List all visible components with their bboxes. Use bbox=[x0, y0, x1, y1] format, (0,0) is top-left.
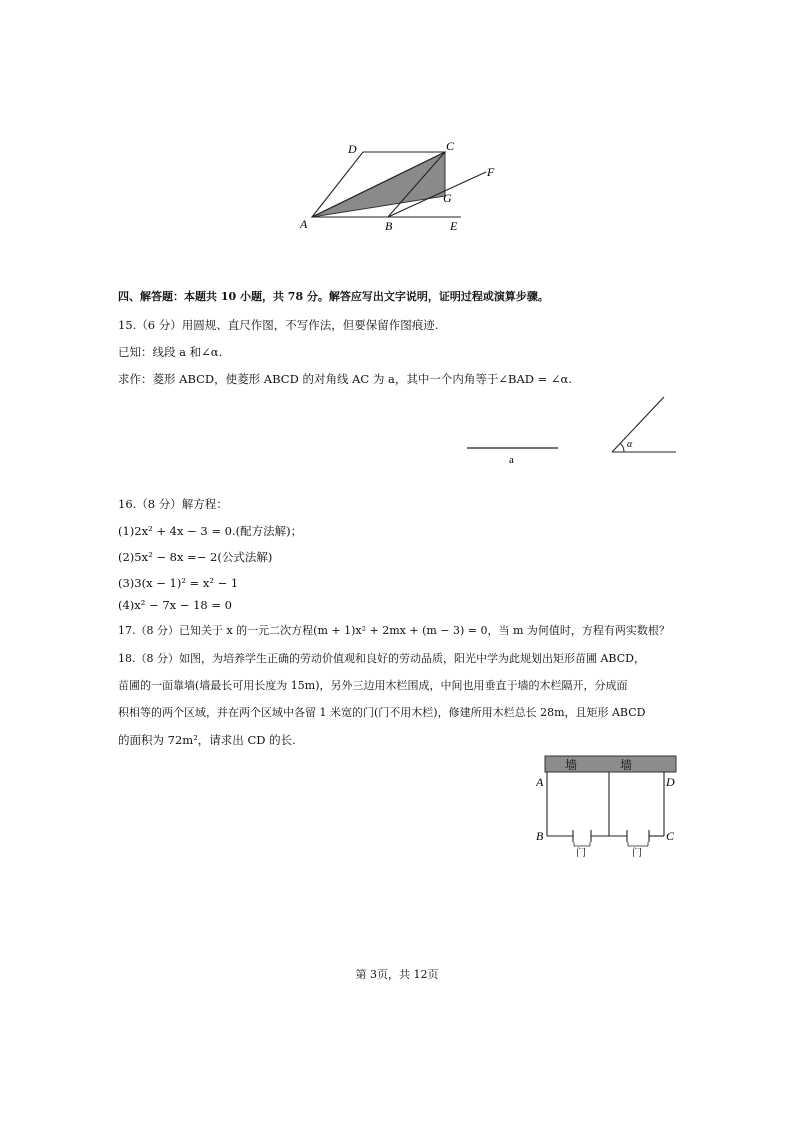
label-b: B bbox=[536, 829, 544, 843]
label-c: C bbox=[666, 829, 675, 843]
label-c: C bbox=[446, 139, 455, 153]
q18-line3: 积相等的两个区域，并在两个区域中各留 1 米宽的门(门不用木栏)，修建所用木栏总长 28m，且矩形 ABCD bbox=[118, 706, 646, 719]
angle-alpha-figure bbox=[608, 394, 680, 456]
label-d: D bbox=[666, 775, 675, 789]
label-a: A bbox=[300, 217, 308, 231]
q17-text: 17.（8 分）已知关于 x 的一元二次方程(m + 1)x² + 2mx + (m − 3) = 0，当 m 为何值时，方程有两实数根？ bbox=[118, 624, 670, 637]
q16-item-4: (4)x² − 7x − 18 = 0 bbox=[118, 598, 232, 612]
section-heading: 四、解答题：本题共 10 小题，共 78 分。解答应写出文字说明，证明过程或演算步骤。 bbox=[118, 290, 549, 303]
q18-line4: 的面积为 72m²，请求出 CD 的长. bbox=[118, 733, 296, 747]
label-b: B bbox=[385, 219, 393, 233]
wall-label-left: 墙 bbox=[565, 758, 578, 772]
label-g: G bbox=[443, 191, 452, 205]
wall-label-right: 墙 bbox=[620, 758, 633, 772]
label-a: A bbox=[536, 775, 544, 789]
q15-line1: 15.（6 分）用圆规、直尺作图，不写作法，但要保留作图痕迹. bbox=[118, 318, 439, 332]
label-f: F bbox=[487, 165, 495, 179]
door-label-1: 门 bbox=[576, 848, 586, 858]
q15-line2: 已知：线段 a 和∠α. bbox=[118, 345, 223, 359]
parallelogram-figure bbox=[296, 138, 508, 238]
q16-title: 16.（8 分）解方程： bbox=[118, 497, 228, 511]
garden-figure bbox=[536, 754, 684, 858]
q16-item-2: (2)5x² − 8x =− 2(公式法解) bbox=[118, 550, 273, 564]
door-label-2: 门 bbox=[632, 848, 642, 858]
segment-a-figure bbox=[465, 440, 561, 468]
label-e: E bbox=[450, 219, 458, 233]
q15-line3: 求作：菱形 ABCD，使菱形 ABCD 的对角线 AC 为 a，其中一个内角等于∠BAD = ∠α. bbox=[118, 372, 572, 386]
q18-line2: 苗圃的一面靠墙(墙最长可用长度为 15m)，另外三边用木栏围成，中间也用垂直于墙的木栏隔开，分成面 bbox=[118, 679, 628, 692]
q18-line1: 18.（8 分）如图，为培养学生正确的劳动价值观和良好的劳动品质，阳光中学为此规划出矩形苗圃 ABCD， bbox=[118, 652, 645, 665]
page-footer: 第 3页，共 12页 bbox=[355, 968, 439, 981]
label-d: D bbox=[348, 142, 357, 156]
q16-item-1: (1)2x² + 4x − 3 = 0.(配方法解)； bbox=[118, 524, 303, 538]
angle-alpha-label: α bbox=[627, 439, 633, 450]
q16-item-3: (3)3(x − 1)² = x² − 1 bbox=[118, 576, 239, 590]
segment-a-label: a bbox=[509, 454, 514, 466]
